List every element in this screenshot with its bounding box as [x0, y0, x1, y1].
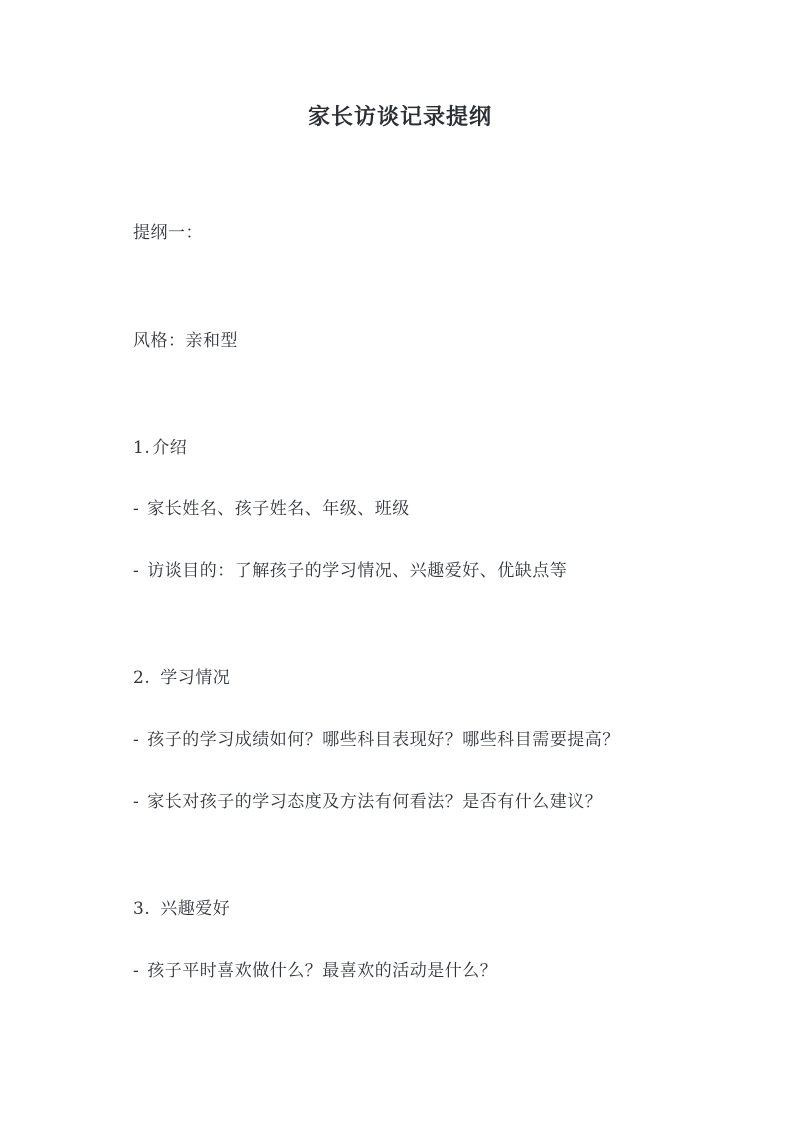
bullet-dash: - — [133, 961, 140, 981]
list-item — [133, 494, 410, 519]
bullet-dash: - — [133, 730, 140, 750]
section-title: 介绍 — [152, 438, 188, 458]
list-item-text: 孩子的学习成绩如何？哪些科目表现好？哪些科目需要提高？ — [147, 730, 620, 750]
section-number: 3. — [133, 899, 151, 919]
list-item — [133, 787, 602, 812]
style-line: 风格：亲和型 — [133, 331, 238, 351]
bullet-dash: - — [133, 792, 140, 812]
section-title: 学习情况 — [160, 668, 231, 688]
section-heading-2 — [133, 663, 230, 688]
list-item — [133, 556, 567, 581]
bullet-dash: - — [133, 561, 140, 581]
document-title: 家长访谈记录提纲 — [307, 104, 492, 130]
list-item-text: 家长姓名、孩子姓名、年级、班级 — [147, 499, 410, 519]
list-item-text: 家长对孩子的学习态度及方法有何看法？是否有什么建议？ — [147, 792, 603, 812]
section-title: 兴趣爱好 — [160, 899, 231, 919]
list-item — [133, 725, 620, 750]
list-item — [133, 956, 497, 981]
section-number: 2. — [133, 668, 151, 688]
section-heading-1 — [133, 433, 187, 458]
list-item-text: 孩子平时喜欢做什么？最喜欢的活动是什么？ — [147, 961, 498, 981]
bullet-dash: - — [133, 499, 140, 519]
section-heading-3 — [133, 894, 230, 919]
section-number: 1. — [133, 438, 151, 458]
list-item-text: 访谈目的：了解孩子的学习情况、兴趣爱好、优缺点等 — [147, 561, 568, 581]
outline-label: 提纲一： — [133, 223, 203, 243]
